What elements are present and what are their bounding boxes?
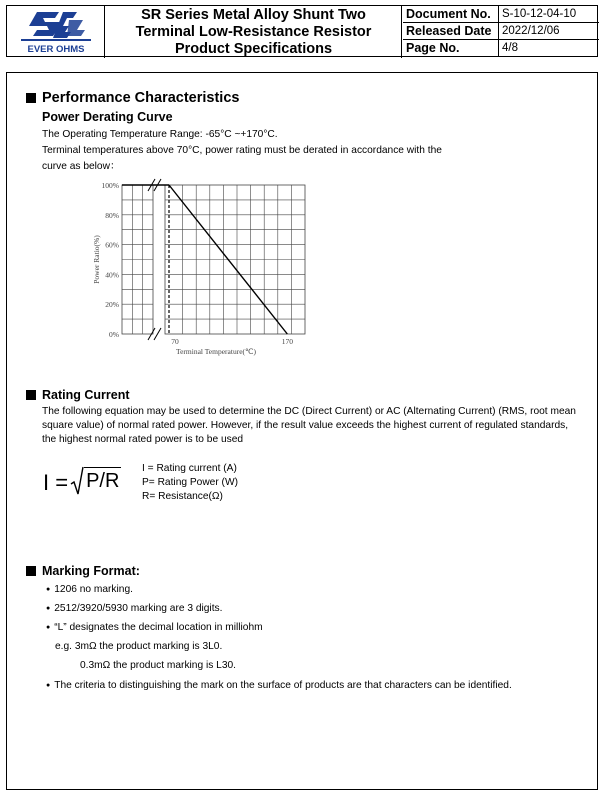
square-root-icon — [70, 466, 84, 496]
x-axis-label: Terminal Temperature(℃) — [176, 347, 256, 356]
meta-row-document-no — [403, 6, 599, 23]
y-tick-label: 40% — [105, 270, 119, 280]
y-tick-label: 60% — [105, 240, 119, 250]
y-axis-label: Power Ratio(%) — [92, 235, 101, 284]
title-line-2: Terminal Low-Resistance Resistor — [135, 23, 372, 40]
meta-value: 4/8 — [502, 42, 518, 54]
meta-value: S-10-12-04-10 — [502, 8, 577, 20]
marking-example-2: 0.3mΩ the product marking is L30. — [80, 660, 236, 671]
rating-current-formula — [43, 466, 121, 496]
derating-text-line-1: Terminal temperatures above 70°C, power rating must be derated in accordance with the — [42, 145, 442, 156]
title-line-1: SR Series Metal Alloy Shunt Two — [141, 6, 366, 23]
power-derating-subheading: Power Derating Curve — [42, 110, 173, 124]
operating-range-text: The Operating Temperature Range: -65°C ~+170°C. — [42, 129, 278, 140]
y-tick-label: 0% — [109, 330, 119, 339]
ever-ohms-logo-icon — [7, 6, 105, 58]
marking-example-1: e.g. 3mΩ the product marking is 3L0. — [55, 641, 223, 652]
meta-row-released-date — [403, 23, 599, 40]
marking-format-heading-text: Marking Format: — [42, 564, 140, 578]
document-title — [106, 6, 402, 58]
rating-para-line-1: The following equation may be used to determine the DC (Direct Current) or AC (Alternating Current) (RMS, root mean — [42, 406, 576, 417]
section-bullet-icon — [26, 93, 36, 103]
formula-def-r: R= Resistance(Ω) — [142, 491, 223, 502]
y-tick-label: 100% — [101, 181, 119, 190]
marking-item-4: ● The criteria to distinguishing the mark on the surface of products are that characters can be identified. — [46, 679, 512, 694]
meta-row-page-no — [403, 40, 599, 56]
performance-heading — [26, 90, 239, 106]
formula-radicand: P/R — [84, 467, 121, 494]
company-logo — [7, 6, 105, 58]
svg-text:EVER OHMS: EVER OHMS — [27, 44, 85, 55]
rating-current-heading — [26, 388, 130, 402]
power-derating-chart — [85, 172, 325, 362]
y-tick-label: 20% — [105, 300, 119, 310]
marking-item-3: ● “L” designates the decimal location in milliohm — [46, 621, 263, 636]
rating-para-line-3: the highest normal rated power is to be used — [42, 434, 244, 445]
formula-lhs: I = — [43, 470, 69, 495]
section-bullet-icon — [26, 390, 36, 400]
marking-format-heading — [26, 564, 140, 578]
meta-key: Document No. — [403, 6, 499, 22]
document-meta-table — [403, 6, 599, 58]
formula-def-i: I = Rating current (A) — [142, 463, 237, 474]
y-tick-label: 80% — [105, 210, 119, 220]
title-line-3: Product Specifications — [174, 40, 333, 57]
meta-key: Page No. — [403, 40, 499, 56]
derating-text-line-2: curve as below： — [42, 161, 121, 172]
section-bullet-icon — [26, 566, 36, 576]
performance-heading-text: Performance Characteristics — [42, 90, 240, 106]
meta-value: 2022/12/06 — [502, 25, 560, 37]
rating-para-line-2: square value) of normal rated power. However, if the result value exceeds the highest current of regulated standards, — [42, 420, 569, 431]
x-tick-label: 70 — [171, 337, 179, 346]
meta-key: Released Date — [403, 23, 499, 39]
axis-break-bottom — [154, 328, 161, 340]
x-tick-label: 170 — [281, 337, 293, 346]
marking-item-1: ● 1206 no marking. — [46, 583, 133, 598]
rating-current-heading-text: Rating Current — [42, 388, 130, 402]
marking-item-2: ● 2512/3920/5930 marking are 3 digits. — [46, 602, 222, 617]
formula-def-p: P= Rating Power (W) — [142, 477, 238, 488]
document-header — [6, 5, 598, 57]
